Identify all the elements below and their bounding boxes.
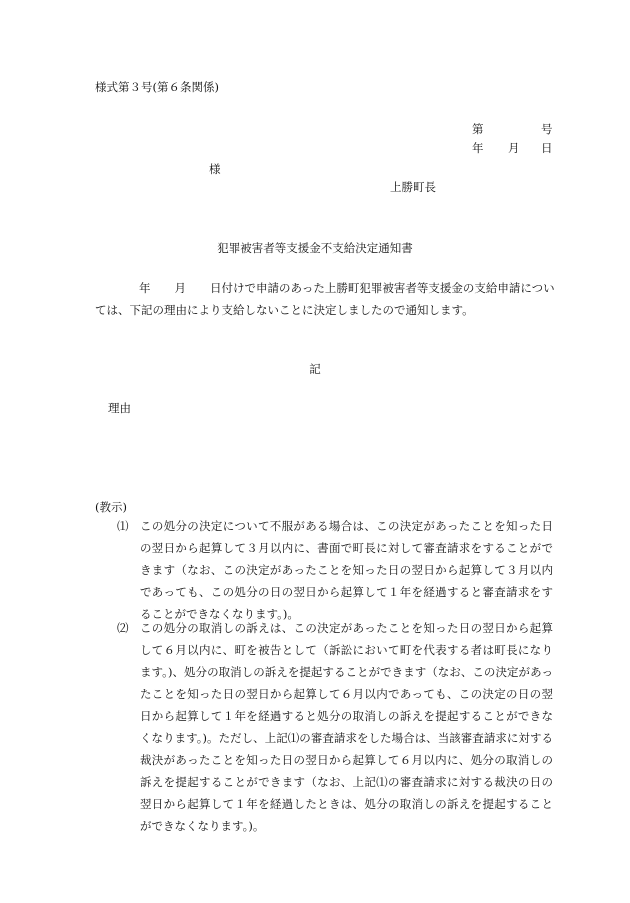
reference-number-suffix: 号 bbox=[541, 122, 553, 136]
instruction-item-number: ⑴ bbox=[117, 519, 129, 533]
sender-name: 上勝町長 bbox=[390, 180, 436, 194]
intro-text: 日付けで申請のあった上勝町犯罪被害者等支援金の支給申請については、下記の理由により支給しないことに決定しましたので通知します。 bbox=[95, 281, 555, 317]
intro-month-label: 月 bbox=[174, 281, 186, 295]
instruction-item-text: この処分の決定について不服がある場合は、この決定があったことを知った日の翌日から起算して３月以内に、書面で町長に対して審査請求をすることができます（なお、この決定があったことを知った日の翌日から起算して３月以内であっても、この処分の日の翌日から起算して１年を経過すると審査請求をすることができなくなります。)。 bbox=[140, 519, 553, 621]
reference-number-prefix: 第 bbox=[472, 122, 484, 136]
addressee-honorific: 様 bbox=[209, 162, 221, 176]
instruction-heading: (教示) bbox=[95, 500, 127, 514]
intro-year-label: 年 bbox=[139, 281, 151, 295]
ki-heading: 記 bbox=[309, 362, 321, 376]
date-year-label: 年 bbox=[472, 141, 484, 155]
reason-label: 理由 bbox=[108, 401, 131, 415]
intro-paragraph bbox=[95, 277, 560, 321]
date-day-label: 日 bbox=[541, 141, 553, 155]
form-label: 様式第３号(第６条関係) bbox=[95, 80, 219, 94]
instruction-item-number: ⑵ bbox=[117, 621, 129, 635]
instruction-item-text: この処分の取消しの訴えは、この決定があったことを知った日の翌日から起算して６月以内に、町を被告として（訴訟において町を代表する者は町長になります。)、処分の取消しの訴えを提起することができます（なお、この決定があったことを知った日の翌日から起算して６月以内であっても、この決定の日の翌日から起算して１年を経過すると処分の取消しの訴えを提起することができなくなります。)。ただし、上記⑴の審査請求をした場合は、当該審査請求に対する裁決があったことを知った日の翌日から起算して６月以内に、処分の取消しの訴えを提起することができます（なお、上記⑴の審査請求に対する裁決の日の翌日から起算して１年を経過したときは、処分の取消しの訴えを提起することができなくなります。)。 bbox=[140, 621, 553, 833]
document-title: 犯罪被害者等支援金不支給決定通知書 bbox=[217, 241, 413, 255]
date-month-label: 月 bbox=[508, 141, 520, 155]
